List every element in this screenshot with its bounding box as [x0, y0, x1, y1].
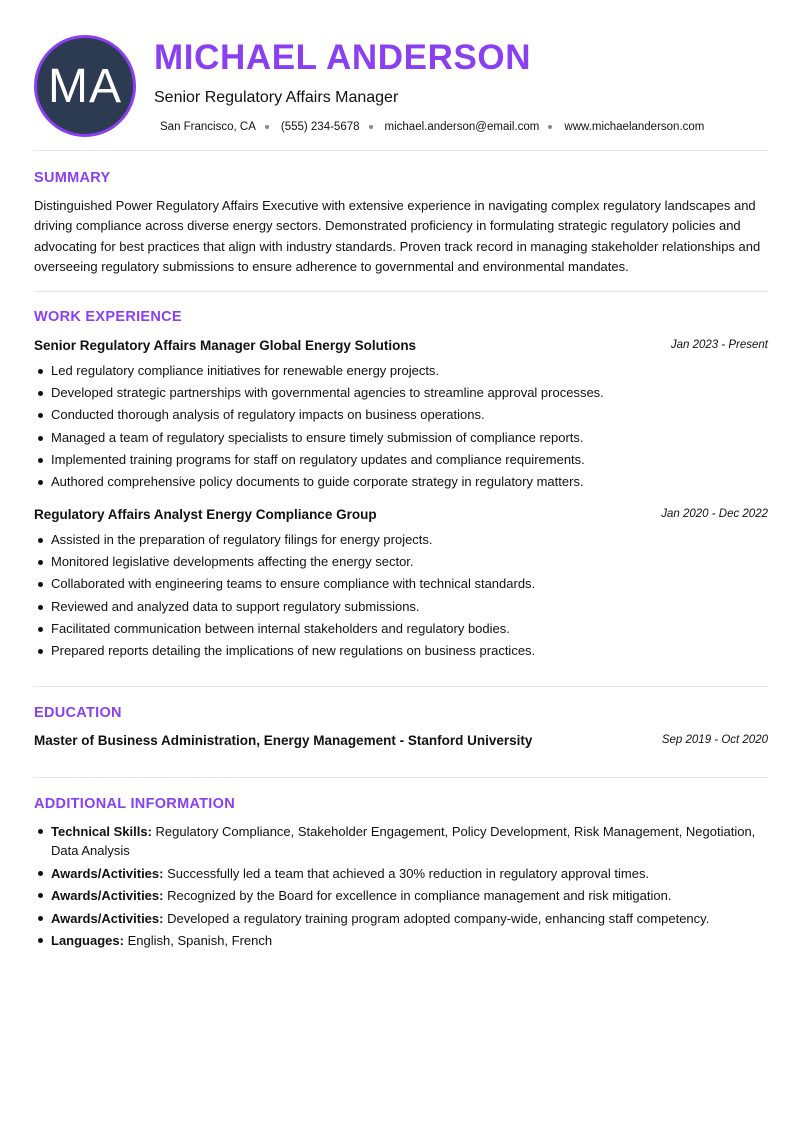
list-item	[34, 822, 768, 860]
item-text: Successfully led a team that achieved a 30% reduction in regulatory approval times.	[163, 865, 650, 881]
item-label: Awards/Activities:	[51, 888, 164, 903]
item-label: Awards/Activities:	[51, 910, 164, 926]
separator-dot	[265, 125, 269, 129]
list-item: Developed strategic partnerships with governmental agencies to streamline approval processes.	[34, 382, 768, 404]
list-item: Implemented training programs for staff on regulatory updates and compliance requirements.	[34, 449, 768, 471]
list-item: Collaborated with engineering teams to ensure compliance with technical standards.	[34, 573, 768, 595]
section-divider	[34, 777, 768, 778]
education-entry	[34, 733, 768, 751]
additional-information-heading: ADDITIONAL INFORMATION	[34, 796, 235, 812]
item-text: Recognized by the Board for excellence in compliance management and risk mitigation.	[163, 888, 672, 903]
job-header	[34, 338, 768, 356]
item-label: Awards/Activities:	[51, 865, 164, 881]
degree-title: Master of Business Administration, Energy Management - Stanford University	[34, 733, 533, 748]
education-date: Sep 2019 - Oct 2020	[661, 734, 768, 746]
job-header	[34, 507, 768, 525]
education-heading: EDUCATION	[34, 705, 122, 721]
contact-email[interactable]: michael.anderson@email.com	[384, 121, 540, 133]
summary-heading: SUMMARY	[34, 170, 111, 186]
job-title: Regulatory Affairs Analyst Energy Compliance Group	[34, 507, 377, 522]
contact-location: San Francisco, CA	[160, 121, 256, 133]
candidate-role: Senior Regulatory Affairs Manager	[154, 89, 399, 106]
job-date: Jan 2023 - Present	[670, 339, 768, 351]
section-divider	[34, 291, 768, 292]
job-bullet-list	[34, 360, 768, 493]
separator-dot	[369, 125, 373, 129]
list-item	[34, 886, 768, 905]
summary-text: Distinguished Power Regulatory Affairs Executive with extensive experience in navigating complex regulatory landscapes and driving compliance across diverse energy sectors. Demonstrated proficiency in formulating strategic regulatory policies and advocating for best practices that align with industry standards. Proven track record in managing stakeholder relationships and overseeing regulatory submissions to ensure adherence to governmental and environmental mandates.	[34, 198, 761, 275]
job-date: Jan 2020 - Dec 2022	[661, 508, 768, 520]
avatar-initials: MA	[48, 59, 122, 113]
avatar	[34, 35, 136, 137]
item-text: Regulatory Compliance, Stakeholder Engagement, Policy Development, Risk Management, Negotiation, Data Analysis	[51, 824, 756, 858]
job-bullet-list	[34, 529, 768, 662]
item-label: Technical Skills:	[51, 824, 152, 839]
list-item: Conducted thorough analysis of regulatory impacts on business operations.	[34, 404, 768, 426]
additional-info-list	[34, 822, 768, 954]
list-item: Led regulatory compliance initiatives for renewable energy projects.	[34, 360, 768, 382]
list-item: Assisted in the preparation of regulatory filings for energy projects.	[34, 529, 768, 551]
list-item: Managed a team of regulatory specialists to ensure timely submission of compliance reports.	[34, 427, 768, 449]
contact-website[interactable]: www.michaelanderson.com	[564, 121, 705, 133]
candidate-name: MICHAEL ANDERSON	[154, 38, 532, 77]
list-item: Monitored legislative developments affecting the energy sector.	[34, 551, 768, 573]
list-item	[34, 864, 768, 883]
section-divider	[34, 150, 768, 151]
resume-header	[34, 34, 768, 138]
contact-phone: (555) 234-5678	[280, 121, 360, 133]
work-experience-heading: WORK EXPERIENCE	[34, 309, 182, 325]
list-item: Reviewed and analyzed data to support regulatory submissions.	[34, 596, 768, 618]
separator-dot	[548, 125, 552, 129]
item-text: Developed a regulatory training program adopted company-wide, enhancing staff competency.	[163, 910, 710, 926]
list-item: Prepared reports detailing the implications of new regulations on business practices.	[34, 640, 768, 662]
item-label: Languages:	[51, 933, 124, 948]
list-item: Authored comprehensive policy documents to guide corporate strategy in regulatory matters.	[34, 471, 768, 493]
list-item	[34, 909, 768, 928]
contact-row	[160, 121, 704, 133]
list-item	[34, 931, 768, 950]
item-text: English, Spanish, French	[123, 933, 273, 948]
list-item: Facilitated communication between internal stakeholders and regulatory bodies.	[34, 618, 768, 640]
section-divider	[34, 686, 768, 687]
job-title: Senior Regulatory Affairs Manager Global Energy Solutions	[34, 338, 417, 353]
